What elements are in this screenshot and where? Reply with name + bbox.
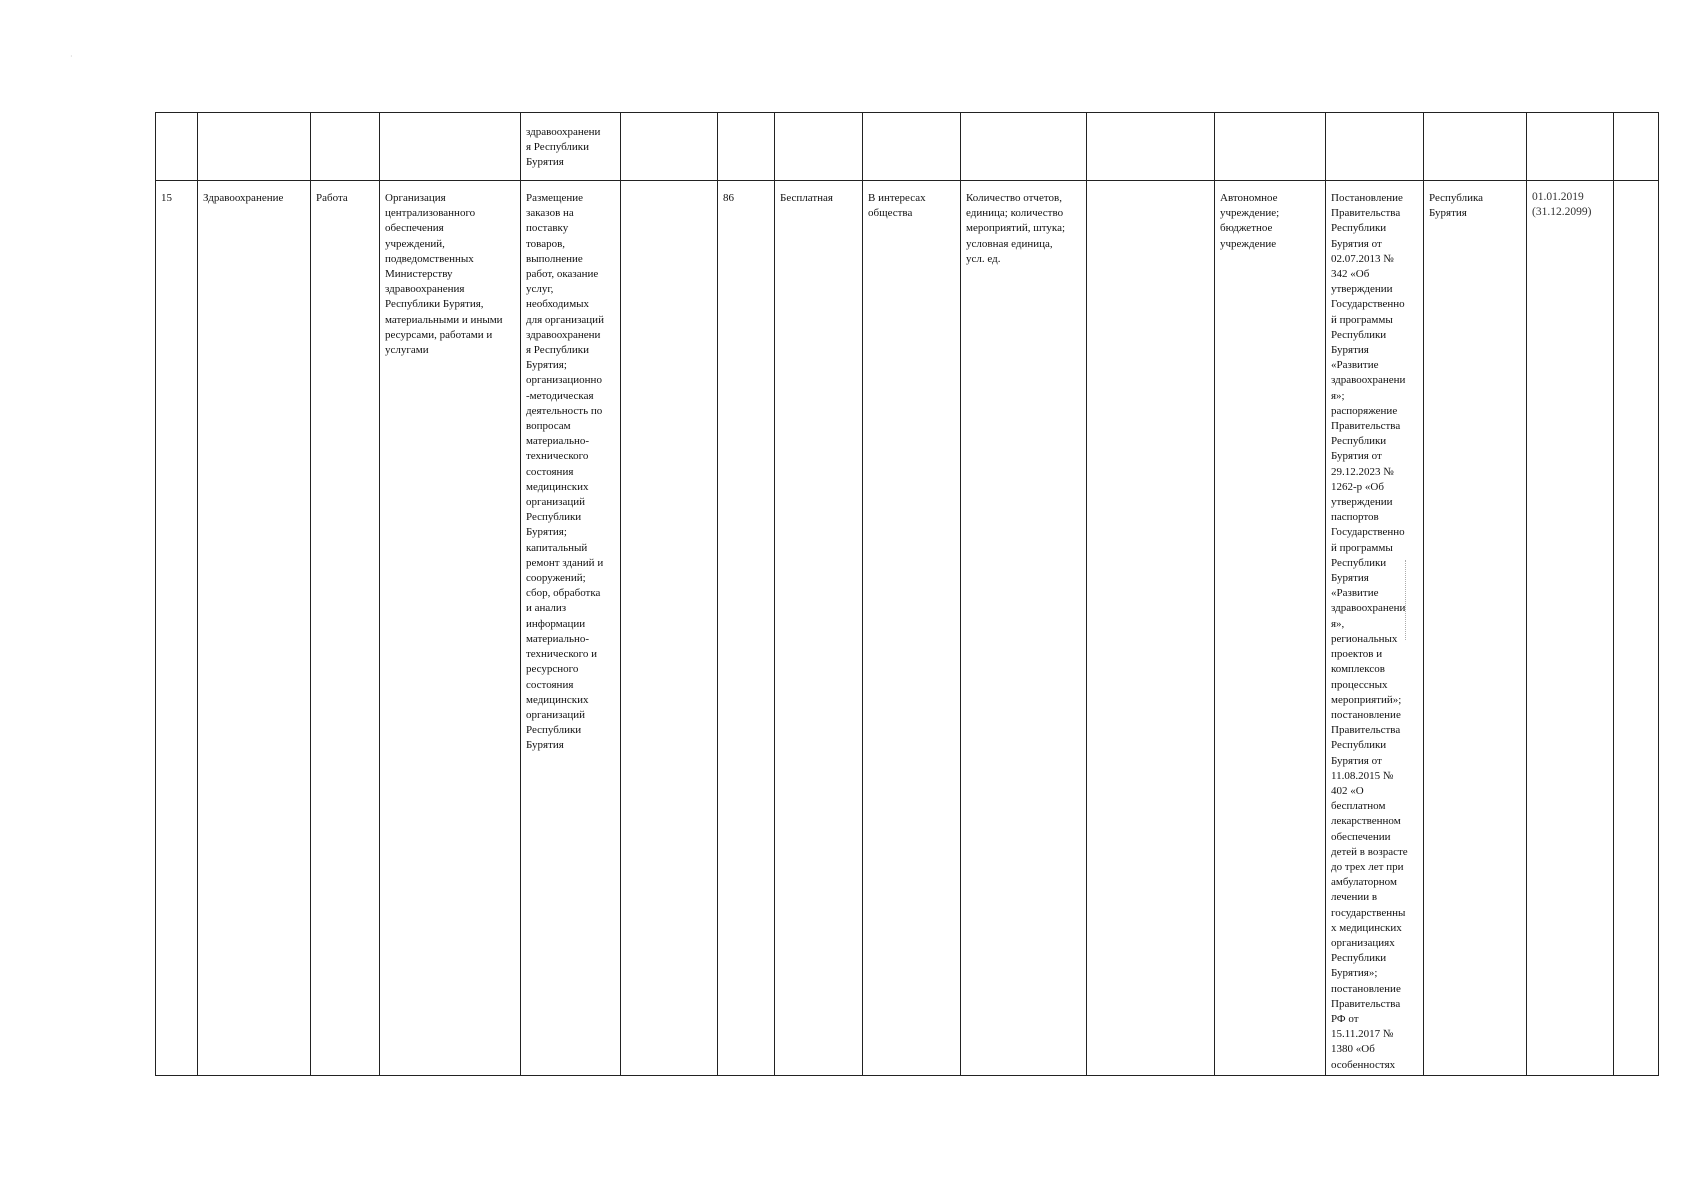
cont-cell-5 xyxy=(521,113,621,181)
type-cell xyxy=(311,181,380,1076)
table-row xyxy=(156,181,1659,1076)
empty-text-16 xyxy=(1614,181,1658,191)
cont-cell-1 xyxy=(156,113,198,181)
dates-text: 01.01.2019 (31.12.2099) xyxy=(1532,191,1592,219)
cont-cell-2 xyxy=(198,113,311,181)
content-cell xyxy=(521,181,621,1076)
cont-content-text: здравоохранени я Республики Бурятия xyxy=(526,126,601,169)
region-cell xyxy=(1424,181,1527,1076)
cont-cell-12 xyxy=(1215,113,1326,181)
empty-text-11 xyxy=(1087,181,1214,191)
institution-cell xyxy=(1215,181,1326,1076)
institution-text: Автономное учреждение; бюджетное учреждение xyxy=(1220,192,1280,250)
cont-cell-7 xyxy=(718,113,775,181)
cont-cell-14 xyxy=(1424,113,1527,181)
consumers-text: В интересах общества xyxy=(868,192,926,220)
cont-cell-10 xyxy=(961,113,1087,181)
code-cell xyxy=(718,181,775,1076)
legal-basis-cell xyxy=(1326,181,1424,1076)
payment-cell xyxy=(775,181,863,1076)
type-text: Работа xyxy=(316,192,348,204)
empty-text-6 xyxy=(621,181,717,191)
empty-cell-6 xyxy=(621,181,718,1076)
cont-cell-11 xyxy=(1087,113,1215,181)
indicators-text: Количество отчетов, единица; количество мероприятий, штука; условная единица, усл. ед. xyxy=(966,192,1066,265)
cont-cell-13 xyxy=(1326,113,1424,181)
empty-cell-16 xyxy=(1614,181,1659,1076)
cont-cell-9 xyxy=(863,113,961,181)
payment-text: Бесплатная xyxy=(780,192,833,204)
scan-artifact: · xyxy=(70,52,73,61)
sphere-cell xyxy=(198,181,311,1076)
cont-cell-4 xyxy=(380,113,521,181)
dates-cell xyxy=(1527,181,1614,1076)
registry-table xyxy=(155,112,1659,1076)
cont-cell-15 xyxy=(1527,113,1614,181)
continuation-row xyxy=(156,113,1659,181)
row-number: 15 xyxy=(161,192,172,204)
content-text: Размещение заказов на поставку товаров, выполнение работ, оказание услуг, необходимых для организаций здравоохранени я Республики Бурятия; организационно -методическая деятельность по вопросам материально- технического состояния медицинских организаций Республики Бурятия; капитальный ремонт зданий и сооружений; сбор, обработка и анализ информации материально- технического и ресурсного состояния медицинских организаций Республики Бурятия xyxy=(526,192,604,752)
cont-cell-16 xyxy=(1614,113,1659,181)
legal-basis-text: Постановление Правительства Республики Бурятия от 02.07.2013 № 342 «Об утверждении Государственно й программы Республики Бурятия «Развитие здравоохранени я»; распоряжение Правительства Республики Бурятия от 29.12.2023 № 1262-р «Об утверждении паспортов Государственно й программы Республики Бурятия «Развитие здравоохранени я», региональных проектов и комплексов процессных мероприятий»; постановление Правительства Республики Бурятия от 11.08.2015 № 402 «О бесплатном лекарственном обеспечении детей в возрасте до трех лет при амбулаторном лечении в государственны х медицинских организациях Республики Бурятия»; постановление Правительства РФ от 15.11.2017 № 1380 «Об особенностях xyxy=(1331,192,1408,1071)
cont-cell-3 xyxy=(311,113,380,181)
consumers-cell xyxy=(863,181,961,1076)
name-text: Организация централизованного обеспечения учреждений, подведомственных Министерству здравоохранения Республики Бурятия, материальными и иными ресурсами, работами и услугами xyxy=(385,192,503,357)
row-number-cell xyxy=(156,181,198,1076)
indicators-cell xyxy=(961,181,1087,1076)
scan-noise xyxy=(1405,560,1407,640)
code-text: 86 xyxy=(723,192,734,204)
empty-cell-11 xyxy=(1087,181,1215,1076)
sphere-text: Здравоохранение xyxy=(203,192,284,204)
name-cell xyxy=(380,181,521,1076)
cont-cell-8 xyxy=(775,113,863,181)
cont-cell-6 xyxy=(621,113,718,181)
region-text: Республика Бурятия xyxy=(1429,192,1484,220)
